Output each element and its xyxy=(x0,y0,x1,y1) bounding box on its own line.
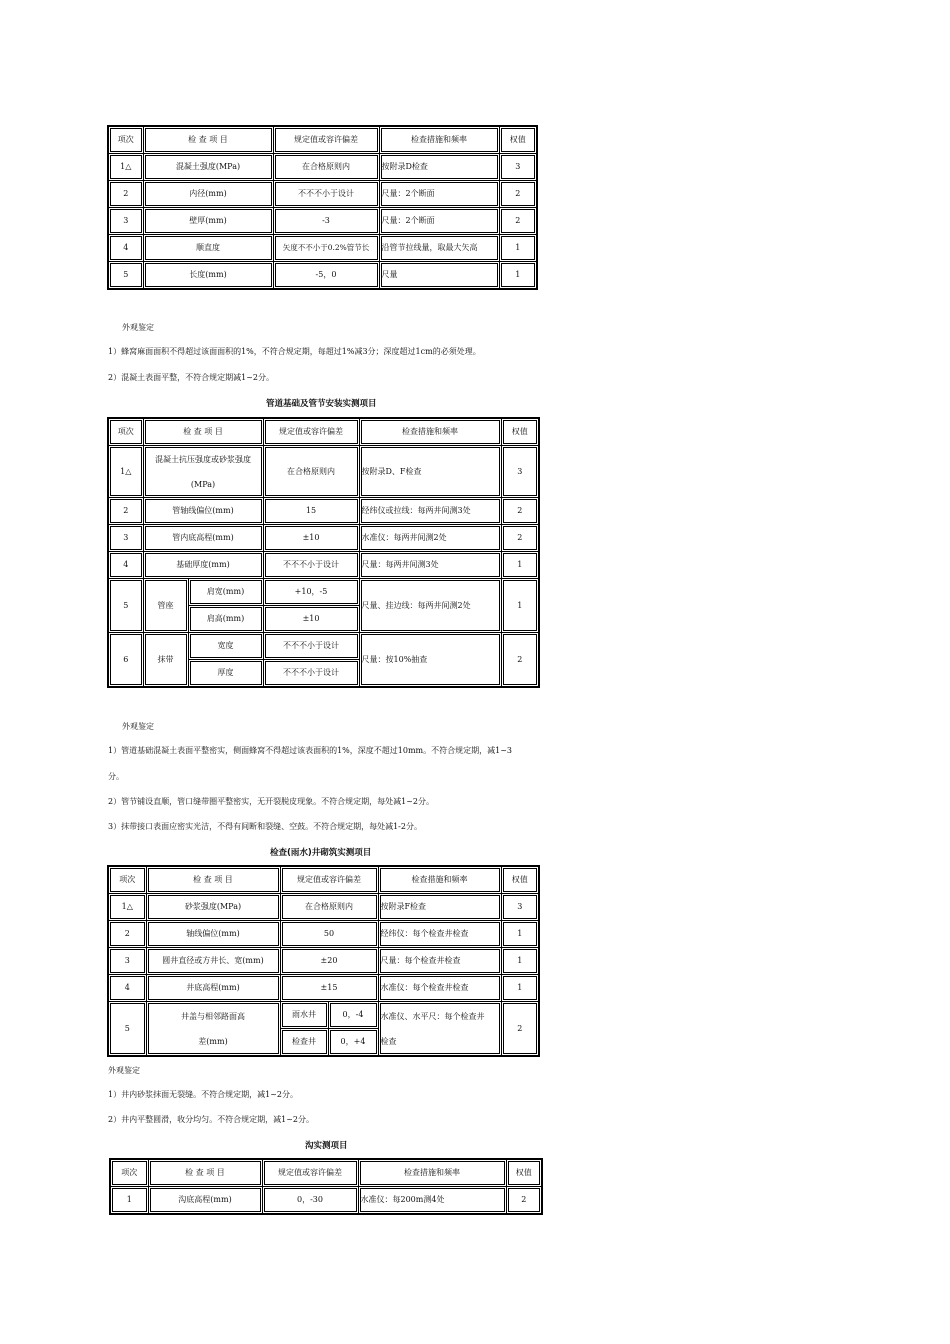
cell-item xyxy=(143,446,263,498)
cell-item: 圆井直径或方井长、宽(mm) xyxy=(146,948,280,975)
table-row xyxy=(108,235,537,262)
cell-group: 抹带 xyxy=(143,633,188,688)
cell-weight: 3 xyxy=(501,894,539,921)
cell-subitem: 厚度 xyxy=(188,660,263,688)
appearance-text: 1）井内砂浆抹面无裂缝。不符合规定期，减1~2分。 xyxy=(108,1090,298,1099)
header-tolerance: 规定值或容许偏差 xyxy=(280,866,378,894)
cell-tolerance: 在合格原则内 xyxy=(280,894,378,921)
cell-item-line: 差(mm) xyxy=(198,1036,228,1046)
cell-item-line: 井盖与相邻路面高 xyxy=(181,1011,245,1021)
cell-tolerance: 不不不小于设计 xyxy=(273,181,379,208)
cell-method: 水准仪：每个检查井检查 xyxy=(378,975,501,1002)
appearance-label: 外观鉴定 xyxy=(122,323,154,332)
cell-tolerance: -5，0 xyxy=(273,262,379,290)
cell-item-line: 混凝土抗压强度或砂浆强度 xyxy=(155,454,251,464)
cell-weight: 1 xyxy=(501,552,539,579)
section-title: 检查(雨水)井砌筑实测项目 xyxy=(270,848,372,858)
cell-index: 2 xyxy=(108,921,146,948)
cell-tolerance: ±15 xyxy=(280,975,378,1002)
cell-tolerance: 50 xyxy=(280,921,378,948)
cell-weight: 2 xyxy=(501,1002,539,1057)
cell-index: 4 xyxy=(108,552,143,579)
cell-item: 管轴线偏位(mm) xyxy=(143,498,263,525)
cell-subitem: 肩宽(mm) xyxy=(188,579,263,606)
header-item: 检 查 项 目 xyxy=(148,1159,262,1187)
cell-index: 5 xyxy=(108,579,143,633)
cell-weight: 1 xyxy=(499,235,537,262)
cell-tolerance: 矢度不不小于0.2%管节长 xyxy=(273,235,379,262)
cell-method: 尺量 xyxy=(379,262,499,290)
cell-index: 3 xyxy=(108,948,146,975)
cell-tolerance: 在合格原则内 xyxy=(273,154,379,181)
appearance-label: 外观鉴定 xyxy=(108,1066,140,1075)
header-item: 检 查 项 目 xyxy=(143,418,263,446)
appearance-text: 3）抹带接口表面应密实光洁，不得有间断和裂缝、空鼓。不符合规定期，每处减1-2分。 xyxy=(108,822,422,831)
header-method: 检查措施和频率 xyxy=(379,126,499,154)
header-weight: 权值 xyxy=(501,866,539,894)
header-method: 检查措施和频率 xyxy=(358,1159,506,1187)
cell-method: 尺量：按10%抽查 xyxy=(359,633,501,688)
cell-index: 4 xyxy=(108,235,143,262)
table-row xyxy=(108,1002,539,1029)
cell-subitem: 雨水井 xyxy=(280,1002,328,1029)
cell-weight: 1 xyxy=(501,948,539,975)
table-row xyxy=(108,181,537,208)
cell-weight: 2 xyxy=(499,208,537,235)
header-item: 检 查 项 目 xyxy=(143,126,273,154)
table-row xyxy=(108,552,539,579)
appearance-label: 外观鉴定 xyxy=(122,722,154,731)
cell-weight: 1 xyxy=(501,975,539,1002)
cell-method: 尺量：每两井间测3处 xyxy=(359,552,501,579)
header-tolerance: 规定值或容许偏差 xyxy=(273,126,379,154)
header-index: 项次 xyxy=(108,418,143,446)
table-row xyxy=(108,975,539,1002)
cell-method: 尺量：2个断面 xyxy=(379,208,499,235)
cell-item: 管内底高程(mm) xyxy=(143,525,263,552)
cell-tolerance: 不不不小于设计 xyxy=(263,633,359,660)
table-ditch xyxy=(109,1158,543,1215)
table-row xyxy=(108,525,539,552)
cell-item xyxy=(146,1002,280,1057)
cell-subitem: 宽度 xyxy=(188,633,263,660)
cell-method: 经纬仪：每个检查井检查 xyxy=(378,921,501,948)
cell-method: 经纬仪或拉线：每两井间测3处 xyxy=(359,498,501,525)
appearance-text: 分。 xyxy=(108,772,124,781)
cell-index: 1 xyxy=(110,1187,148,1215)
cell-method: 水准仪：每200m测4处 xyxy=(358,1187,506,1215)
cell-item: 壁厚(mm) xyxy=(143,208,273,235)
cell-subitem: 检查井 xyxy=(280,1029,328,1057)
cell-index: 6 xyxy=(108,633,143,688)
table-row xyxy=(108,894,539,921)
appearance-text: 1）管道基础混凝土表面平整密实，侧面蜂窝不得超过该表面积的1%，深度不超过10mm。不符合规定期，减1~3 xyxy=(108,746,513,755)
cell-tolerance: 不不不小于设计 xyxy=(263,660,359,688)
table-row xyxy=(110,1187,542,1215)
table-row xyxy=(108,262,537,290)
cell-method-line: 水准仪、水平尺：每个检查井 xyxy=(380,1011,485,1021)
cell-method: 尺量：2个断面 xyxy=(379,181,499,208)
header-weight: 权值 xyxy=(499,126,537,154)
cell-tolerance: 0，+4 xyxy=(328,1029,378,1057)
table-row xyxy=(108,633,539,660)
header-item: 检 查 项 目 xyxy=(146,866,280,894)
table-pipe-foundation xyxy=(107,417,540,688)
table-concrete-pipe xyxy=(107,125,538,290)
cell-tolerance: -3 xyxy=(273,208,379,235)
cell-method: 按附录D检查 xyxy=(379,154,499,181)
header-method: 检查措施和频率 xyxy=(378,866,501,894)
cell-method: 尺量、挂边线：每两井间测2处 xyxy=(359,579,501,633)
table-row xyxy=(108,154,537,181)
section-title: 管道基础及管节安装实测项目 xyxy=(266,399,377,409)
cell-weight: 1 xyxy=(499,262,537,290)
cell-item: 轴线偏位(mm) xyxy=(146,921,280,948)
cell-weight: 2 xyxy=(506,1187,542,1215)
table-row xyxy=(108,208,537,235)
cell-weight: 2 xyxy=(499,181,537,208)
cell-tolerance: 不不不小于设计 xyxy=(263,552,359,579)
cell-item: 长度(mm) xyxy=(143,262,273,290)
cell-index: 5 xyxy=(108,262,143,290)
cell-index: 4 xyxy=(108,975,146,1002)
cell-index: 3 xyxy=(108,525,143,552)
cell-tolerance: 15 xyxy=(263,498,359,525)
header-index: 项次 xyxy=(108,126,143,154)
cell-index: 1△ xyxy=(108,154,143,181)
table-header-row xyxy=(110,1159,542,1187)
header-index: 项次 xyxy=(108,866,146,894)
cell-index: 1△ xyxy=(108,446,143,498)
header-weight: 权值 xyxy=(506,1159,542,1187)
cell-method: 尺量：每个检查井检查 xyxy=(378,948,501,975)
appearance-text: 1）蜂窝麻面面积不得超过该面面积的1%，不符合规定期，每超过1%减3分；深度超过1cm的必须处理。 xyxy=(108,347,481,356)
cell-item: 井底高程(mm) xyxy=(146,975,280,1002)
table-row xyxy=(108,921,539,948)
cell-method: 按附录D、F检查 xyxy=(359,446,501,498)
table-header-row xyxy=(108,418,539,446)
cell-tolerance: ±10 xyxy=(263,606,359,633)
cell-weight: 2 xyxy=(501,498,539,525)
header-index: 项次 xyxy=(110,1159,148,1187)
cell-method-line: 检查 xyxy=(380,1036,397,1046)
cell-weight: 3 xyxy=(501,446,539,498)
cell-tolerance: ±20 xyxy=(280,948,378,975)
cell-method: 沿管节拉线量，取最大矢高 xyxy=(379,235,499,262)
appearance-text: 2）井内平整圆滑，收分均匀。不符合规定期，减1~2分。 xyxy=(108,1115,314,1124)
section-title: 沟实测项目 xyxy=(305,1141,348,1151)
cell-index: 3 xyxy=(108,208,143,235)
cell-item: 砂浆强度(MPa) xyxy=(146,894,280,921)
cell-item: 混凝土强度(MPa) xyxy=(143,154,273,181)
cell-index: 2 xyxy=(108,498,143,525)
cell-method: 按附录F检查 xyxy=(378,894,501,921)
cell-item: 顺直度 xyxy=(143,235,273,262)
cell-group: 管座 xyxy=(143,579,188,633)
header-tolerance: 规定值或容许偏差 xyxy=(263,418,359,446)
cell-weight: 1 xyxy=(501,921,539,948)
cell-index: 5 xyxy=(108,1002,146,1057)
table-header-row xyxy=(108,866,539,894)
cell-method xyxy=(378,1002,501,1057)
table-row xyxy=(108,948,539,975)
cell-subitem: 肩高(mm) xyxy=(188,606,263,633)
table-row xyxy=(108,579,539,606)
header-method: 检查措施和频率 xyxy=(359,418,501,446)
cell-weight: 3 xyxy=(499,154,537,181)
cell-index: 1△ xyxy=(108,894,146,921)
header-tolerance: 规定值或容许偏差 xyxy=(262,1159,358,1187)
cell-index: 2 xyxy=(108,181,143,208)
appearance-text: 2）混凝土表面平整，不符合规定期减1~2分。 xyxy=(108,373,274,382)
table-well-masonry xyxy=(107,865,540,1057)
cell-tolerance: ±10 xyxy=(263,525,359,552)
cell-item-line: (MPa) xyxy=(190,479,216,489)
cell-item: 内径(mm) xyxy=(143,181,273,208)
header-weight: 权值 xyxy=(501,418,539,446)
table-row xyxy=(108,498,539,525)
cell-weight: 2 xyxy=(501,633,539,688)
cell-method: 水准仪：每两井间测2处 xyxy=(359,525,501,552)
cell-item: 基础厚度(mm) xyxy=(143,552,263,579)
cell-tolerance: 0，-30 xyxy=(262,1187,358,1215)
cell-tolerance: 在合格原则内 xyxy=(263,446,359,498)
cell-tolerance: +10，-5 xyxy=(263,579,359,606)
cell-item: 沟底高程(mm) xyxy=(148,1187,262,1215)
cell-tolerance: 0，-4 xyxy=(328,1002,378,1029)
table-header-row xyxy=(108,126,537,154)
cell-weight: 1 xyxy=(501,579,539,633)
appearance-text: 2）管节铺设直顺，管口缝带圈平整密实，无开裂脱皮现象。不符合规定期，每处减1~2分。 xyxy=(108,797,434,806)
table-row xyxy=(108,446,539,498)
cell-weight: 2 xyxy=(501,525,539,552)
